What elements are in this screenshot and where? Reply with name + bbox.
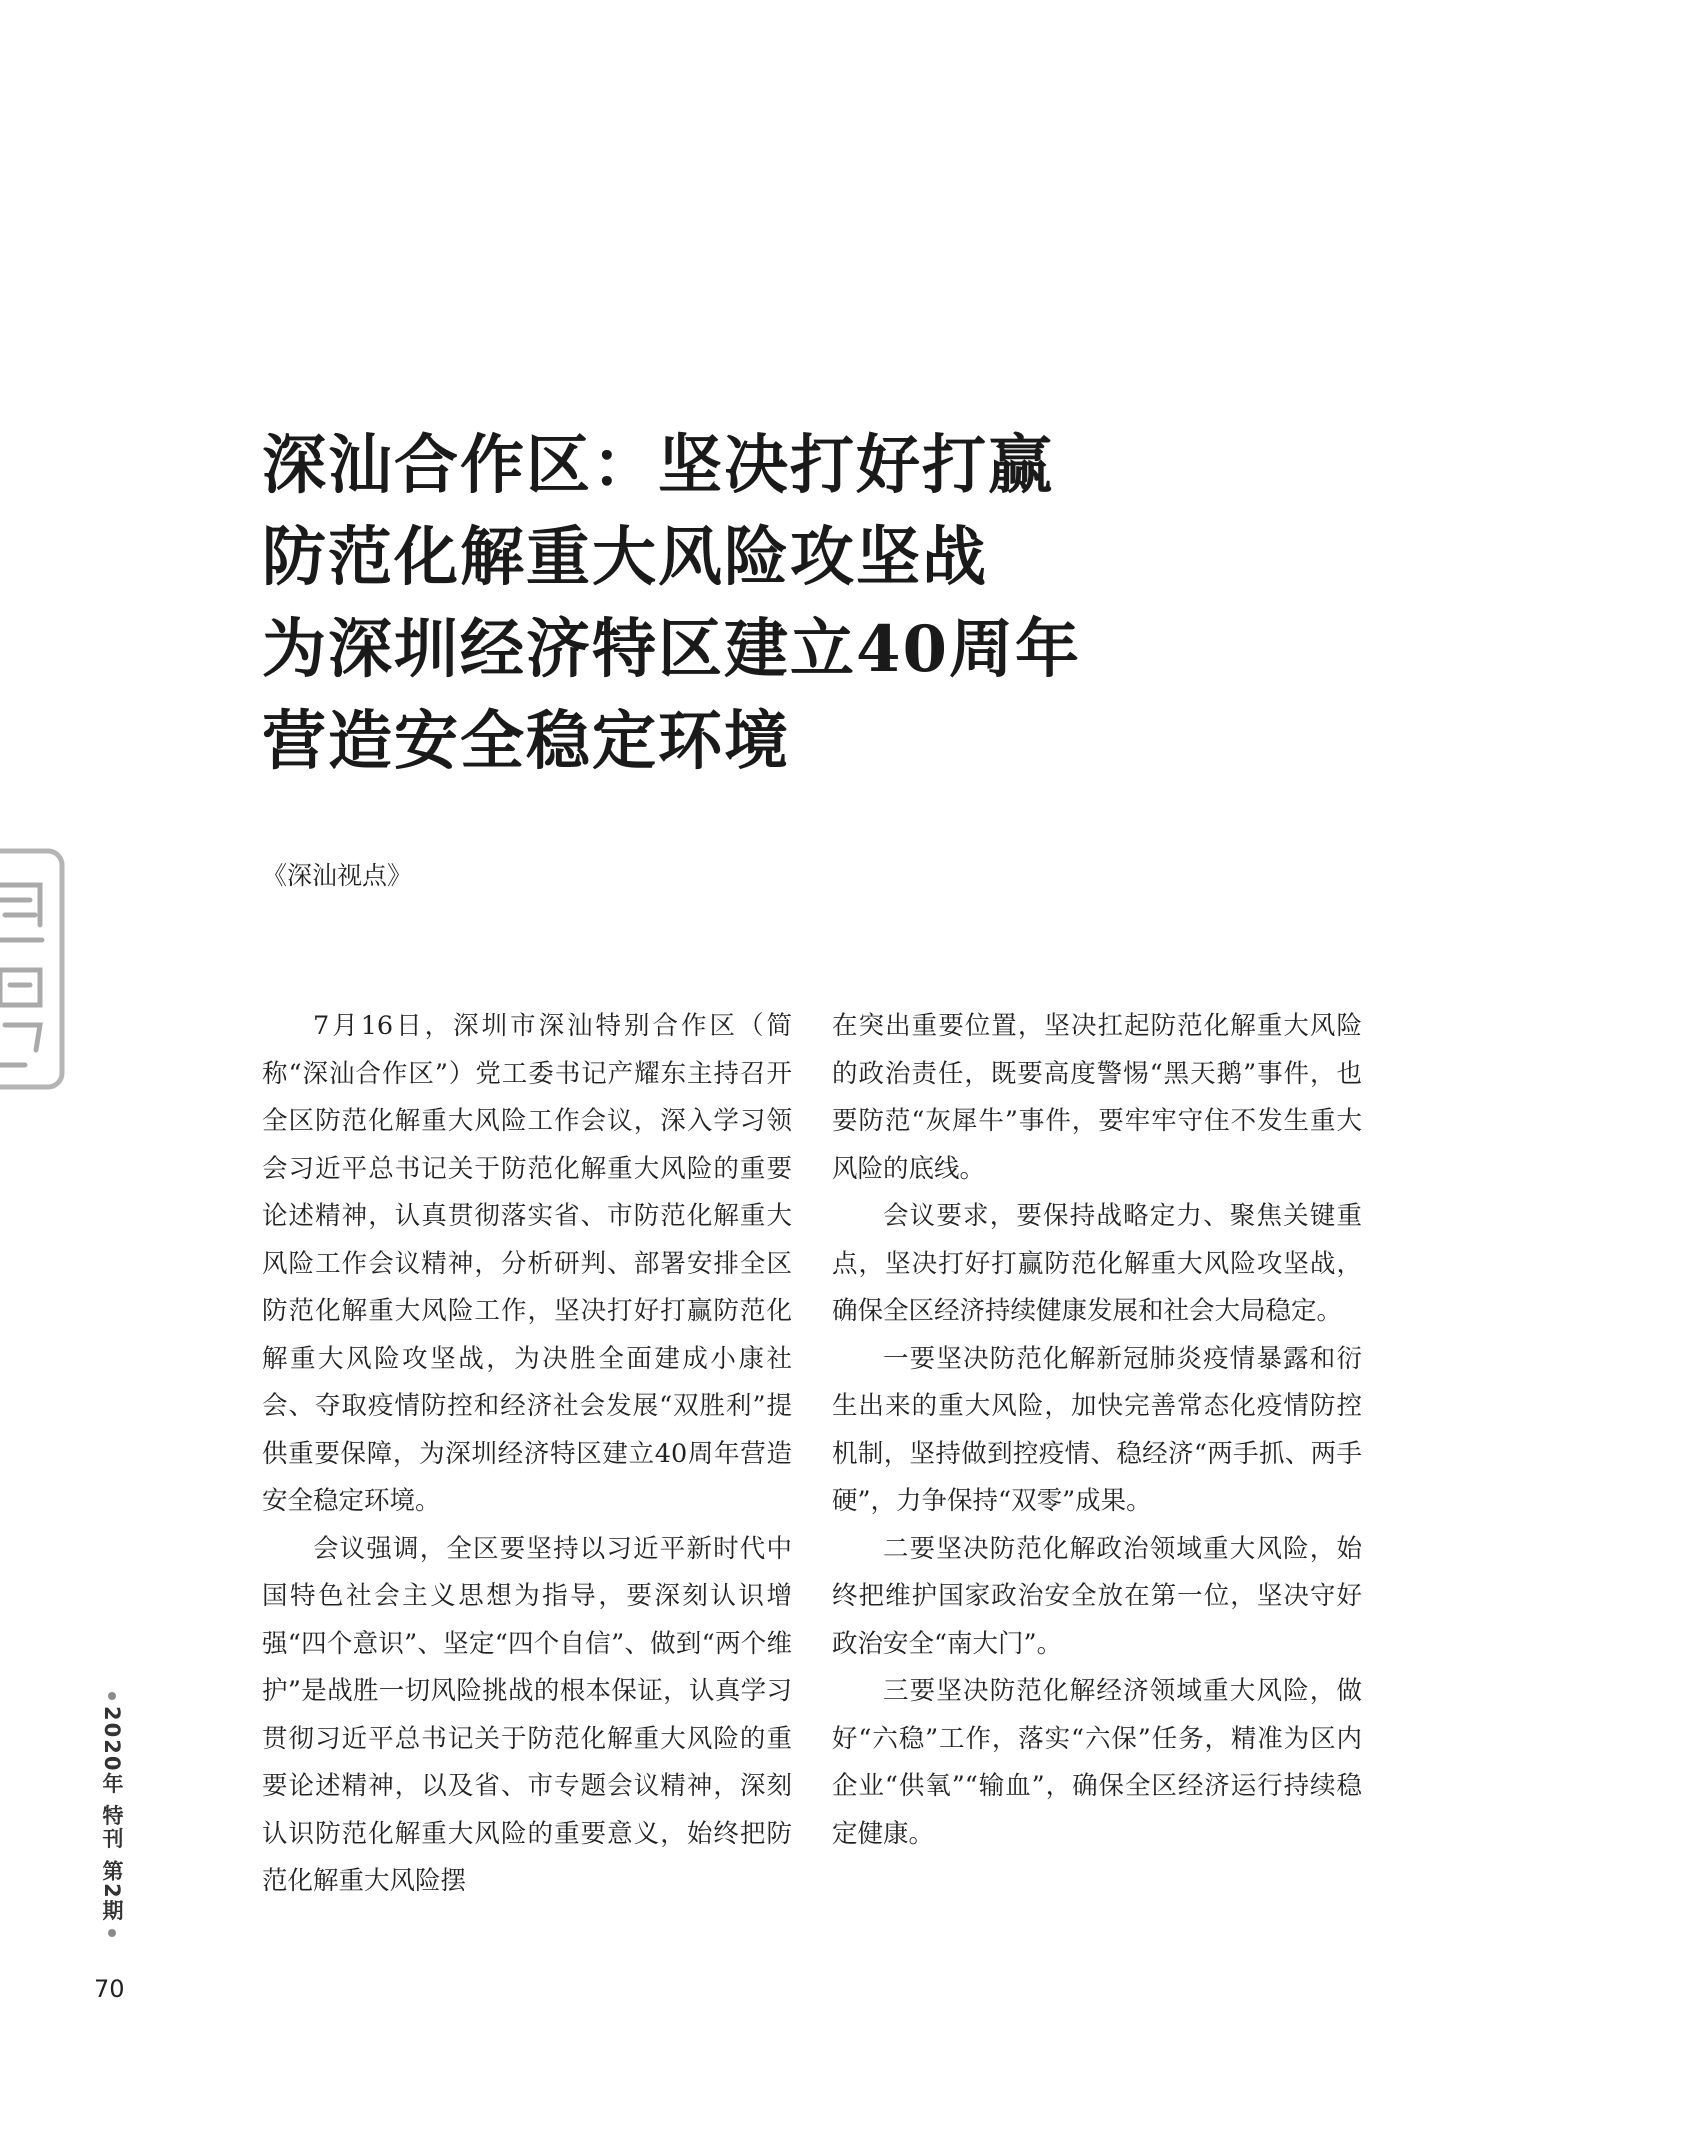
paragraph: 一要坚决防范化解新冠肺炎疫情暴露和衍生出来的重大风险，加快完善常态化疫情防控机制，坚持做到控疫情、稳经济“两手抓、两手硬”，力争保持“双零”成果。 xyxy=(832,1343,1362,1516)
article-title xyxy=(262,420,1162,788)
title-line-2: 防范化解重大风险攻坚战 xyxy=(262,520,988,595)
title-line-1: 深汕合作区：坚决打好打赢 xyxy=(262,428,1054,503)
issue-text: 2020年 特刊 第2期 xyxy=(100,1706,124,1923)
body-column-left xyxy=(262,1003,792,1906)
issue-label xyxy=(96,1686,128,1943)
paragraph: 会议要求，要保持战略定力、聚焦关键重点，坚决打好打赢防范化解重大风险攻坚战，确保全区经济持续健康发展和社会大局稳定。 xyxy=(832,1201,1362,1326)
seal-stamp-decoration xyxy=(0,845,70,1093)
article-source: 《深汕视点》 xyxy=(262,861,413,890)
bullet-dot-icon xyxy=(108,1929,116,1937)
page-number: 70 xyxy=(94,1975,125,2003)
paragraph: 7月16日，深圳市深汕特别合作区（简称“深汕合作区”）党工委书记产耀东主持召开全区防范化解重大风险工作会议，深入学习领会习近平总书记关于防范化解重大风险的重要论述精神，认真贯彻落实省、市防范化解重大风险工作会议精神，分析研判、部署安排全区防范化解重大风险工作，坚决打好打赢防范化解重大风险攻坚战，为决胜全面建成小康社会、夺取疫情防控和经济社会发展“双胜利”提供重要保障，为深圳经济特区建立40周年营造安全稳定环境。 xyxy=(262,1011,792,1516)
title-line-3: 为深圳经济特区建立40周年 xyxy=(262,612,1082,687)
title-line-4: 营造安全稳定环境 xyxy=(262,704,790,779)
paragraph: 会议强调，全区要坚持以习近平新时代中国特色社会主义思想为指导，要深刻认识增强“四个意识”、坚定“四个自信”、做到“两个维护”是战胜一切风险挑战的根本保证，认真学习贯彻习近平总书记关于防范化解重大风险的重要论述精神，以及省、市专题会议精神，深刻认识防范化解重大风险的重要意义，始终把防范化解重大风险摆 xyxy=(262,1533,792,1896)
body-column-right xyxy=(832,1003,1362,1858)
bullet-dot-icon xyxy=(108,1692,116,1700)
paragraph: 三要坚决防范化解经济领域重大风险，做好“六稳”工作，落实“六保”任务，精准为区内企业“供氧”“输血”，确保全区经济运行持续稳定健康。 xyxy=(832,1676,1362,1849)
paragraph: 二要坚决防范化解政治领域重大风险，始终把维护国家政治安全放在第一位，坚决守好政治安全“南大门”。 xyxy=(832,1533,1362,1659)
paragraph-continued: 在突出重要位置，坚决扛起防范化解重大风险的政治责任，既要高度警惕“黑天鹅”事件，也要防范“灰犀牛”事件，要牢牢守住不发生重大风险的底线。 xyxy=(832,1011,1362,1184)
